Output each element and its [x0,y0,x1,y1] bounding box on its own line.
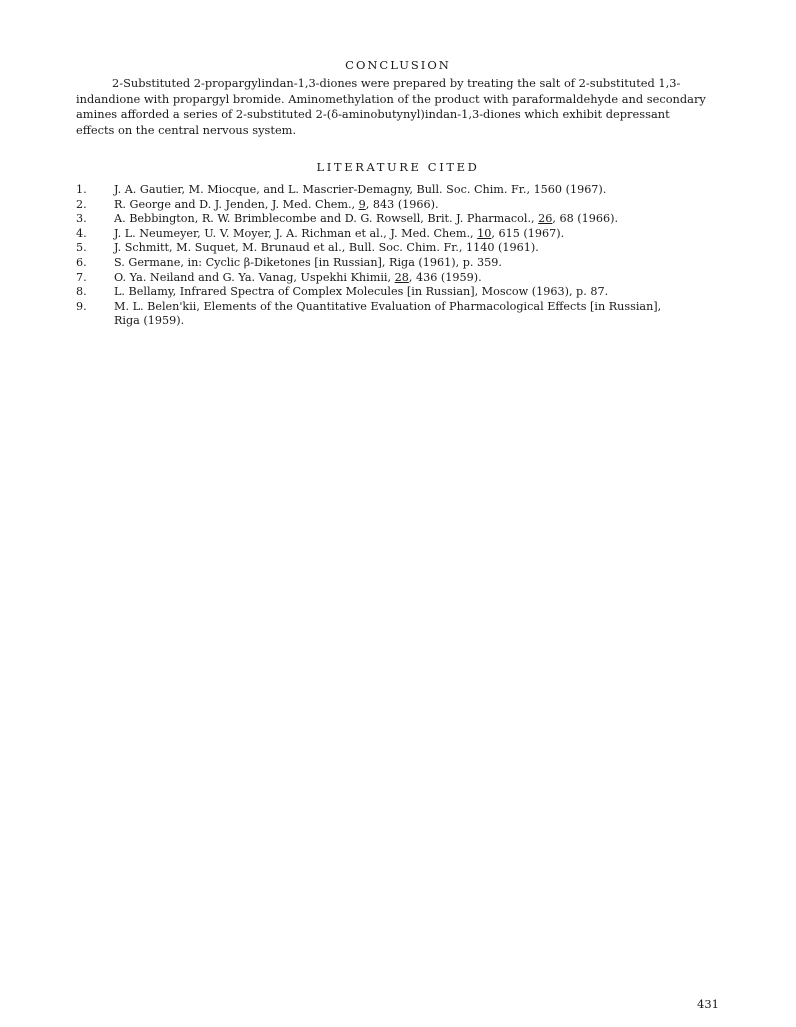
reference-number: 3. [76,212,87,226]
reference-text: J. A. Gautier, M. Miocque, and L. Mascrier-Demagny, Bull. Soc. Chim. Fr., 1560 (1967). [114,183,607,196]
reference-text: L. Bellamy, Infrared Spectra of Complex Molecules [in Russian], Moscow (1963), p. 87. [114,285,609,299]
reference-item [76,241,736,256]
reference-item [76,256,736,271]
reference-number: 5. [76,241,87,255]
reference-number: 7. [76,270,87,284]
literature-heading: LITERATURE CITED [316,160,480,174]
conclusion-line: effects on the central nervous system. [76,122,297,137]
reference-number: 8. [76,285,87,299]
reference-item [76,300,736,329]
reference-item [76,212,736,227]
reference-item [76,183,736,198]
volume-number: 10 [477,226,492,240]
volume-number: 9 [358,197,366,211]
reference-item [76,271,736,286]
reference-number: 1. [76,183,87,196]
reference-text: J. Schmitt, M. Suquet, M. Brunaud et al., Bull. Soc. Chim. Fr., 1140 (1961). [114,241,539,255]
volume-number: 26 [538,212,553,226]
volume-number: 28 [394,270,409,284]
reference-number: 6. [76,255,87,269]
page-number: 431 [697,997,719,1011]
conclusion-line: indandione with propargyl bromide. Aminomethylation of the product with paraformaldehyde and secondary [76,91,706,106]
reference-text: J. L. Neumeyer, U. V. Moyer, J. A. Richman et al., J. Med. Chem., 10, 615 (1967). [114,226,565,240]
reference-item [76,227,736,242]
reference-number: 4. [76,226,87,240]
reference-text: M. L. Belen'kii, Elements of the Quantitative Evaluation of Pharmacological Effects [in Russian], [114,299,662,313]
reference-text-continuation: Riga (1959). [114,314,185,328]
reference-text: S. Germane, in: Cyclic β-Diketones [in Russian], Riga (1961), p. 359. [114,255,502,269]
reference-text: A. Bebbington, R. W. Brimblecombe and D. G. Rowsell, Brit. J. Pharmacol., 26, 68 (1966). [114,212,619,226]
conclusion-heading: CONCLUSION [345,58,451,72]
conclusion-line: amines afforded a series of 2-substituted 2-(δ-aminobutynyl)indan-1,3-diones which exhibit depressant [76,107,670,121]
conclusion-line: 2-Substituted 2-propargylindan-1,3-diones were prepared by treating the salt of 2-substituted 1,3- [112,76,681,90]
reference-list [76,183,736,329]
reference-text: O. Ya. Neiland and G. Ya. Vanag, Uspekhi Khimii, 28, 436 (1959). [114,270,482,284]
reference-number: 9. [76,299,87,313]
reference-item [76,285,736,300]
reference-item [76,198,736,213]
reference-number: 2. [76,197,87,211]
conclusion-paragraph [76,76,726,138]
reference-text: R. George and D. J. Jenden, J. Med. Chem., 9, 843 (1966). [114,197,439,211]
